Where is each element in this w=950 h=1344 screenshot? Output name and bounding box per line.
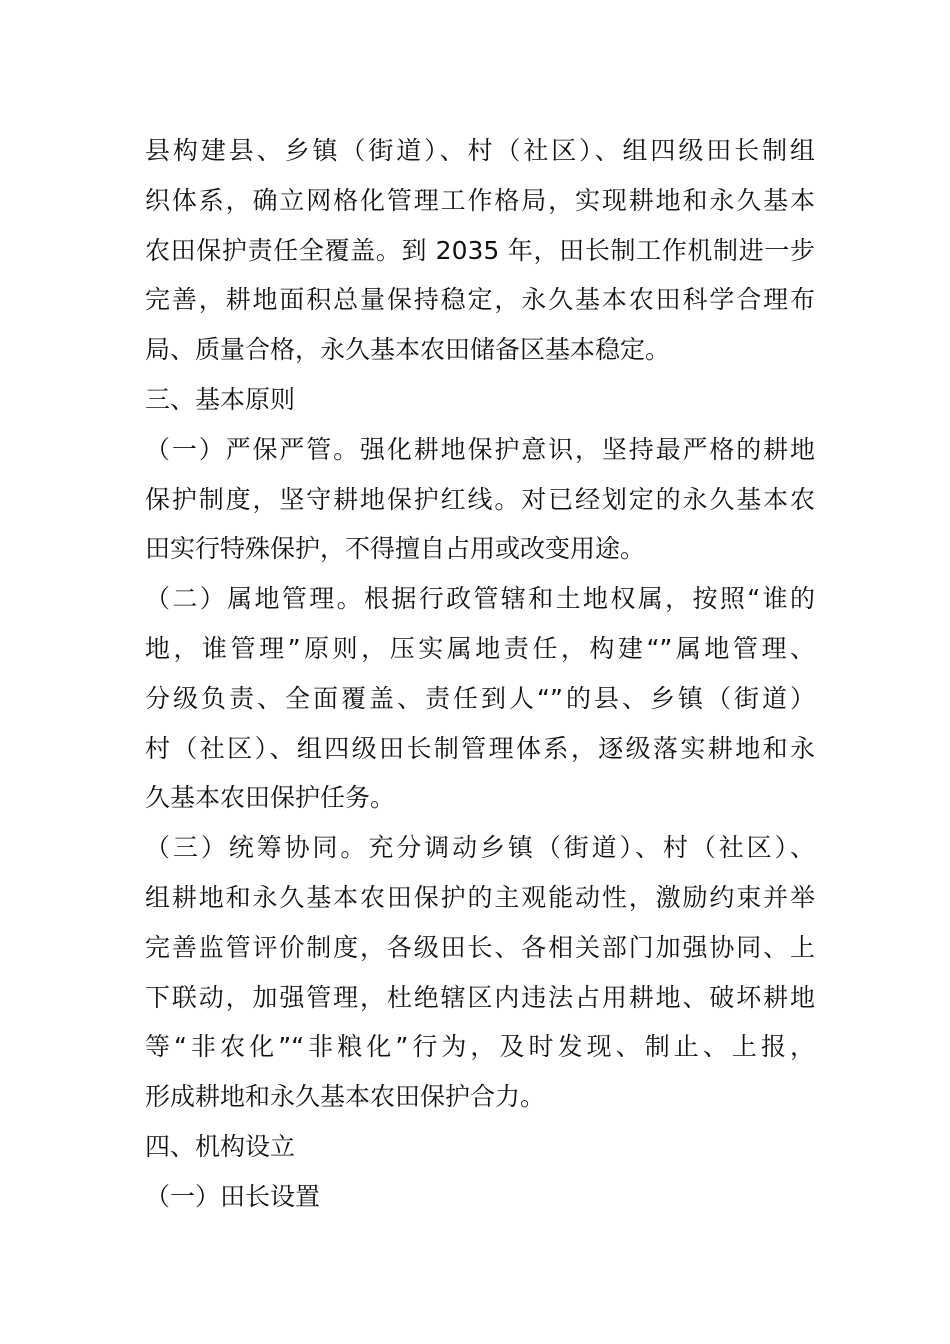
text-line: 地，谁管理”原则，压实属地责任，构建“”属地管理、 <box>145 633 815 663</box>
text-line: 下联动，加强管理，杜绝辖区内违法占用耕地、破坏耕地 <box>145 982 815 1012</box>
text-line: 田实行特殊保护，不得擅自占用或改变用途。 <box>145 534 646 564</box>
section-heading: 三、基本原则 <box>145 384 296 414</box>
section-heading: 四、机构设立 <box>145 1131 296 1161</box>
text-line: 县构建县、乡镇（街道）、村（社区）、组四级田长制组 <box>145 136 815 165</box>
text-line: 农田保护责任全覆盖。到 2035 年，田长制工作机制进一步 <box>145 235 815 265</box>
text-line: 保护制度，坚守耕地保护红线。对已经划定的永久基本农 <box>145 484 815 514</box>
text-line: 完善，耕地面积总量保持稳定，永久基本农田科学合理布 <box>145 285 815 315</box>
text-line: 村（社区）、组四级田长制管理体系，逐级落实耕地和永 <box>145 733 815 763</box>
subsection-heading: （一）田长设置 <box>145 1181 321 1211</box>
text-line: 久基本农田保护任务。 <box>145 783 396 813</box>
text-line: 组耕地和永久基本农田保护的主观能动性，激励约束并举 <box>145 882 815 912</box>
text-line: 等“非农化”“非粮化”行为，及时发现、制止、上报， <box>145 1032 815 1062</box>
text-line: （三）统筹协同。充分调动乡镇（街道）、村（社区）、 <box>145 833 815 863</box>
document-body <box>145 126 815 1222</box>
text-line: 形成耕地和永久基本农田保护合力。 <box>145 1082 546 1112</box>
text-line: 局、质量合格，永久基本农田储备区基本稳定。 <box>145 335 671 365</box>
text-line: 织体系，确立网格化管理工作格局，实现耕地和永久基本 <box>145 185 815 215</box>
text-line: 完善监管评价制度，各级田长、各相关部门加强协同、上 <box>145 932 815 962</box>
text-line: （一）严保严管。强化耕地保护意识，坚持最严格的耕地 <box>145 434 815 464</box>
text-line: （二）属地管理。根据行政管辖和土地权属，按照“谁的 <box>145 584 815 614</box>
text-line: 分级负责、全面覆盖、责任到人“”的县、乡镇（街道） <box>145 683 815 713</box>
